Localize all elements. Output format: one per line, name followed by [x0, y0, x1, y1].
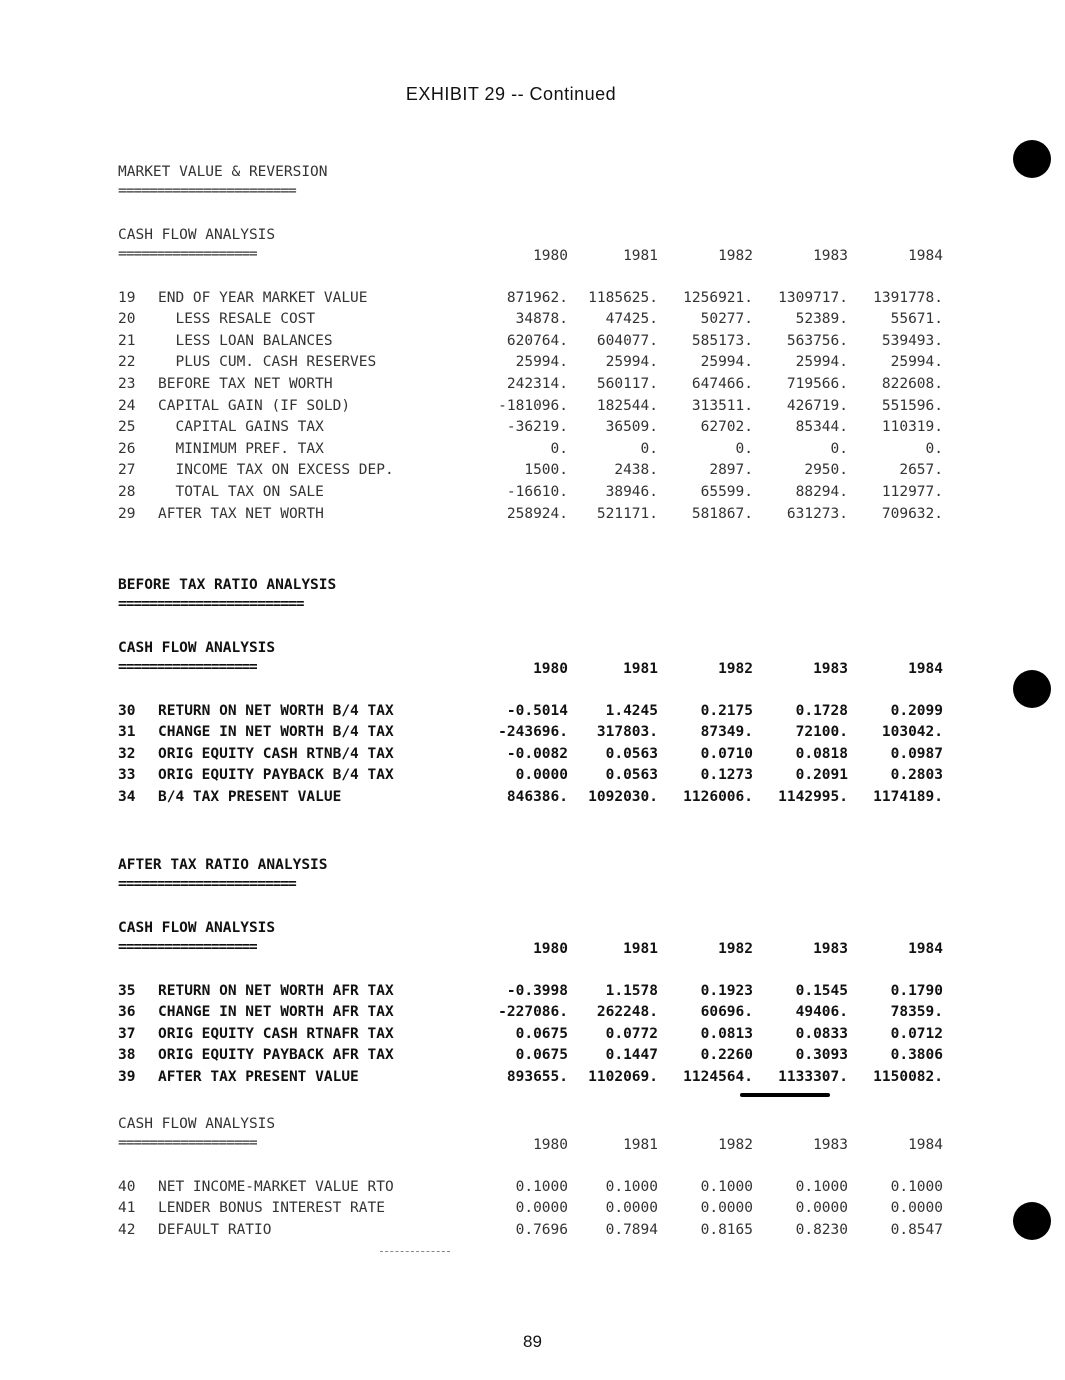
- cell-value: 0.0000: [605, 1200, 658, 1217]
- row-label: PLUS CUM. CASH RESERVES: [158, 354, 377, 371]
- year-1982: 1982: [718, 248, 753, 264]
- cell-value: 25994.: [605, 354, 658, 371]
- row-label: RETURN ON NET WORTH B/4 TAX: [158, 702, 394, 719]
- year-1983: 1983: [813, 661, 848, 677]
- cell-value: 551596.: [881, 397, 943, 414]
- year-1983: 1983: [813, 1137, 848, 1153]
- cell-value: 1126006.: [683, 788, 753, 805]
- cell-value: 25994.: [700, 354, 753, 371]
- row-number: 28: [118, 483, 136, 500]
- year-1980: 1980: [533, 661, 568, 677]
- cell-value: 0.1000: [605, 1178, 658, 1195]
- cell-value: 0.3093: [795, 1047, 848, 1064]
- year-1984: 1984: [908, 248, 943, 264]
- cell-value: 604077.: [596, 332, 658, 349]
- cell-value: 0.0000: [515, 767, 568, 784]
- cell-value: 1256921.: [683, 289, 753, 306]
- cell-value: 560117.: [596, 375, 658, 392]
- table-body: [118, 1177, 958, 1242]
- cell-value: 0.0772: [605, 1025, 658, 1042]
- section-rule: =======================: [118, 183, 296, 199]
- year-1983: 1983: [813, 941, 848, 957]
- cell-value: -181096.: [498, 397, 568, 414]
- row-label: INCOME TAX ON EXCESS DEP.: [158, 462, 394, 479]
- row-label: ORIG EQUITY PAYBACK B/4 TAX: [158, 767, 394, 784]
- year-1982: 1982: [718, 941, 753, 957]
- table-row: [118, 439, 958, 461]
- cell-value: 2438.: [614, 462, 658, 479]
- cell-value: 0.: [640, 440, 658, 457]
- cell-value: 647466.: [691, 375, 753, 392]
- cell-value: -227086.: [498, 1004, 568, 1021]
- section-rule: =======================: [118, 876, 296, 892]
- sub-rule: ==================: [118, 659, 258, 675]
- table-row: [118, 1045, 958, 1067]
- cell-value: 0.3806: [890, 1047, 943, 1064]
- row-label: TOTAL TAX ON SALE: [158, 483, 324, 500]
- cell-value: 1.4245: [605, 702, 658, 719]
- cell-value: 0.1728: [795, 702, 848, 719]
- sub-heading: CASH FLOW ANALYSIS: [118, 920, 276, 936]
- cell-value: 0.1000: [700, 1178, 753, 1195]
- section-heading: AFTER TAX RATIO ANALYSIS: [118, 857, 328, 873]
- cell-value: 2950.: [804, 462, 848, 479]
- cell-value: 25994.: [795, 354, 848, 371]
- row-number: 19: [118, 289, 136, 306]
- before-tax-section: [118, 575, 958, 809]
- row-label: MINIMUM PREF. TAX: [158, 440, 324, 457]
- cell-value: 0.1923: [700, 982, 753, 999]
- cell-value: 0.: [550, 440, 568, 457]
- cell-value: 1185625.: [588, 289, 658, 306]
- cell-value: 563756.: [786, 332, 848, 349]
- market-value-section: [118, 162, 958, 525]
- sub-heading: CASH FLOW ANALYSIS: [118, 640, 276, 656]
- cell-value: 62702.: [700, 419, 753, 436]
- cell-value: -0.0082: [506, 745, 568, 762]
- cell-value: 38946.: [605, 483, 658, 500]
- cell-value: 103042.: [881, 724, 943, 741]
- row-number: 42: [118, 1221, 136, 1238]
- cell-value: 0.1273: [700, 767, 753, 784]
- after-tax-section: [118, 855, 958, 1089]
- year-header-row: [118, 246, 958, 268]
- year-1982: 1982: [718, 1137, 753, 1153]
- sub-heading: CASH FLOW ANALYSIS: [118, 1116, 276, 1132]
- row-number: 29: [118, 505, 136, 522]
- row-label: BEFORE TAX NET WORTH: [158, 375, 333, 392]
- table-row: [118, 1002, 958, 1024]
- cell-value: -0.5014: [506, 702, 568, 719]
- cell-value: 88294.: [795, 483, 848, 500]
- cell-value: 182544.: [596, 397, 658, 414]
- cell-value: 0.0000: [515, 1200, 568, 1217]
- table-row: [118, 504, 958, 526]
- cell-value: 87349.: [700, 724, 753, 741]
- cell-value: 1102069.: [588, 1068, 658, 1085]
- table-row: [118, 396, 958, 418]
- year-1983: 1983: [813, 248, 848, 264]
- year-1984: 1984: [908, 1137, 943, 1153]
- cell-value: 25994.: [515, 354, 568, 371]
- row-number: 23: [118, 375, 136, 392]
- page-number: 89: [523, 1332, 542, 1351]
- row-number: 37: [118, 1025, 136, 1042]
- row-label: CHANGE IN NET WORTH B/4 TAX: [158, 724, 394, 741]
- cell-value: 0.: [830, 440, 848, 457]
- row-number: 26: [118, 440, 136, 457]
- cell-value: 72100.: [795, 724, 848, 741]
- cell-value: 0.1790: [890, 982, 943, 999]
- cell-value: 1500.: [524, 462, 568, 479]
- row-number: 22: [118, 354, 136, 371]
- cell-value: 0.0833: [795, 1025, 848, 1042]
- section-heading: MARKET VALUE & REVERSION: [118, 164, 328, 180]
- cell-value: 52389.: [795, 311, 848, 328]
- cell-value: 49406.: [795, 1004, 848, 1021]
- row-number: 21: [118, 332, 136, 349]
- row-number: 27: [118, 462, 136, 479]
- cell-value: -36219.: [506, 419, 568, 436]
- binder-hole-bottom: [1013, 1202, 1051, 1240]
- year-header-row: [118, 1135, 958, 1157]
- row-number: 32: [118, 745, 136, 762]
- row-label: AFTER TAX PRESENT VALUE: [158, 1068, 359, 1085]
- cell-value: 581867.: [691, 505, 753, 522]
- cell-value: 0.2260: [700, 1047, 753, 1064]
- year-1984: 1984: [908, 941, 943, 957]
- row-label: RETURN ON NET WORTH AFR TAX: [158, 982, 394, 999]
- cell-value: 0.0000: [795, 1200, 848, 1217]
- cell-value: 0.7696: [515, 1221, 568, 1238]
- cell-value: 585173.: [691, 332, 753, 349]
- cell-value: 0.2803: [890, 767, 943, 784]
- scan-mark: [380, 1251, 450, 1252]
- row-label: ORIG EQUITY CASH RTNAFR TAX: [158, 1025, 394, 1042]
- year-header-row: [118, 939, 958, 961]
- row-label: LESS LOAN BALANCES: [158, 332, 333, 349]
- cell-value: 822608.: [881, 375, 943, 392]
- cell-value: 60696.: [700, 1004, 753, 1021]
- table-row: [118, 352, 958, 374]
- cell-value: 426719.: [786, 397, 848, 414]
- row-number: 35: [118, 982, 136, 999]
- row-label: CAPITAL GAIN (IF SOLD): [158, 397, 351, 414]
- cell-value: 871962.: [506, 289, 568, 306]
- year-1981: 1981: [623, 941, 658, 957]
- cell-value: 2657.: [899, 462, 943, 479]
- table-row: [118, 331, 958, 353]
- cell-value: 539493.: [881, 332, 943, 349]
- cell-value: 258924.: [506, 505, 568, 522]
- cell-value: 0.: [925, 440, 943, 457]
- cell-value: 0.1545: [795, 982, 848, 999]
- row-number: 20: [118, 311, 136, 328]
- year-1984: 1984: [908, 661, 943, 677]
- table-row: [118, 288, 958, 310]
- cell-value: 242314.: [506, 375, 568, 392]
- row-number: 33: [118, 767, 136, 784]
- cell-value: 0.0712: [890, 1025, 943, 1042]
- table-row: [118, 701, 958, 723]
- row-number: 39: [118, 1068, 136, 1085]
- cell-value: 709632.: [881, 505, 943, 522]
- cell-value: 846386.: [506, 788, 568, 805]
- cell-value: 521171.: [596, 505, 658, 522]
- cell-value: 893655.: [506, 1068, 568, 1085]
- cell-value: 2897.: [709, 462, 753, 479]
- page-title: EXHIBIT 29 -- Continued: [405, 84, 617, 104]
- cell-value: 47425.: [605, 311, 658, 328]
- table-row: [118, 1024, 958, 1046]
- row-number: 24: [118, 397, 136, 414]
- cell-value: 0.0000: [890, 1200, 943, 1217]
- row-label: LESS RESALE COST: [158, 311, 316, 328]
- row-label: END OF YEAR MARKET VALUE: [158, 289, 368, 306]
- row-label: ORIG EQUITY CASH RTNB/4 TAX: [158, 745, 394, 762]
- cell-value: 0.1447: [605, 1047, 658, 1064]
- cell-value: 0.0818: [795, 745, 848, 762]
- cell-value: 112977.: [881, 483, 943, 500]
- cell-value: -243696.: [498, 724, 568, 741]
- cell-value: 34878.: [515, 311, 568, 328]
- row-number: 34: [118, 788, 136, 805]
- year-1981: 1981: [623, 661, 658, 677]
- cell-value: 0.0710: [700, 745, 753, 762]
- cell-value: 620764.: [506, 332, 568, 349]
- cell-value: 0.1000: [795, 1178, 848, 1195]
- cell-value: 0.8230: [795, 1221, 848, 1238]
- cash-flow-ratio-section: [118, 1114, 958, 1241]
- cell-value: 1.1578: [605, 982, 658, 999]
- table-row: [118, 417, 958, 439]
- year-1981: 1981: [623, 248, 658, 264]
- cell-value: 631273.: [786, 505, 848, 522]
- cell-value: 0.0563: [605, 767, 658, 784]
- cell-value: 0.0675: [515, 1047, 568, 1064]
- year-1980: 1980: [533, 248, 568, 264]
- cell-value: 85344.: [795, 419, 848, 436]
- table-body: [118, 981, 958, 1089]
- row-label: CHANGE IN NET WORTH AFR TAX: [158, 1004, 394, 1021]
- table-row: [118, 981, 958, 1003]
- cell-value: 0.8165: [700, 1221, 753, 1238]
- row-label: NET INCOME-MARKET VALUE RTO: [158, 1178, 394, 1195]
- cell-value: 1133307.: [778, 1068, 848, 1085]
- cell-value: 36509.: [605, 419, 658, 436]
- year-1980: 1980: [533, 941, 568, 957]
- cell-value: 262248.: [596, 1004, 658, 1021]
- cell-value: 25994.: [890, 354, 943, 371]
- row-label: LENDER BONUS INTEREST RATE: [158, 1200, 385, 1217]
- handwritten-underline: [740, 1093, 830, 1097]
- year-1980: 1980: [533, 1137, 568, 1153]
- cell-value: 0.0563: [605, 745, 658, 762]
- cell-value: 1391778.: [873, 289, 943, 306]
- row-label: B/4 TAX PRESENT VALUE: [158, 788, 342, 805]
- sub-rule: ==================: [118, 939, 258, 955]
- table-row: [118, 765, 958, 787]
- cell-value: -0.3998: [506, 982, 568, 999]
- table-row: [118, 1220, 958, 1242]
- cell-value: 78359.: [890, 1004, 943, 1021]
- table-row: [118, 482, 958, 504]
- table-body: [118, 288, 958, 526]
- cell-value: 317803.: [596, 724, 658, 741]
- table-row: [118, 1198, 958, 1220]
- table-row: [118, 744, 958, 766]
- sub-rule: ==================: [118, 1135, 258, 1151]
- cell-value: 50277.: [700, 311, 753, 328]
- year-1982: 1982: [718, 661, 753, 677]
- row-number: 36: [118, 1004, 136, 1021]
- cell-value: 0.1000: [890, 1178, 943, 1195]
- table-row: [118, 309, 958, 331]
- row-number: 25: [118, 419, 136, 436]
- table-row: [118, 374, 958, 396]
- cell-value: 313511.: [691, 397, 753, 414]
- table-body: [118, 701, 958, 809]
- row-label: DEFAULT RATIO: [158, 1221, 272, 1238]
- sub-heading: CASH FLOW ANALYSIS: [118, 227, 276, 243]
- cell-value: 0.8547: [890, 1221, 943, 1238]
- cell-value: 1142995.: [778, 788, 848, 805]
- row-number: 40: [118, 1178, 136, 1195]
- row-number: 41: [118, 1200, 136, 1217]
- cell-value: 0.2099: [890, 702, 943, 719]
- cell-value: -16610.: [506, 483, 568, 500]
- cell-value: 0.2175: [700, 702, 753, 719]
- table-row: [118, 787, 958, 809]
- row-label: CAPITAL GAINS TAX: [158, 419, 324, 436]
- cell-value: 0.2091: [795, 767, 848, 784]
- row-number: 31: [118, 724, 136, 741]
- cell-value: 1150082.: [873, 1068, 943, 1085]
- table-row: [118, 1067, 958, 1089]
- cell-value: 1309717.: [778, 289, 848, 306]
- cell-value: 0.0813: [700, 1025, 753, 1042]
- table-row: [118, 722, 958, 744]
- year-header-row: [118, 659, 958, 681]
- cell-value: 0.0987: [890, 745, 943, 762]
- cell-value: 1124564.: [683, 1068, 753, 1085]
- cell-value: 0.7894: [605, 1221, 658, 1238]
- cell-value: 65599.: [700, 483, 753, 500]
- row-number: 30: [118, 702, 136, 719]
- cell-value: 55671.: [890, 311, 943, 328]
- year-1981: 1981: [623, 1137, 658, 1153]
- cell-value: 719566.: [786, 375, 848, 392]
- cell-value: 0.1000: [515, 1178, 568, 1195]
- table-row: [118, 1177, 958, 1199]
- binder-hole-middle: [1013, 670, 1051, 708]
- row-label: AFTER TAX NET WORTH: [158, 505, 324, 522]
- section-rule: ========================: [118, 596, 304, 612]
- row-number: 38: [118, 1047, 136, 1064]
- binder-hole-top: [1013, 140, 1051, 178]
- cell-value: 1174189.: [873, 788, 943, 805]
- cell-value: 0.0000: [700, 1200, 753, 1217]
- cell-value: 110319.: [881, 419, 943, 436]
- section-heading: BEFORE TAX RATIO ANALYSIS: [118, 577, 337, 593]
- cell-value: 0.0675: [515, 1025, 568, 1042]
- row-label: ORIG EQUITY PAYBACK AFR TAX: [158, 1047, 394, 1064]
- cell-value: 1092030.: [588, 788, 658, 805]
- table-row: [118, 460, 958, 482]
- cell-value: 0.: [735, 440, 753, 457]
- sub-rule: ==================: [118, 246, 258, 262]
